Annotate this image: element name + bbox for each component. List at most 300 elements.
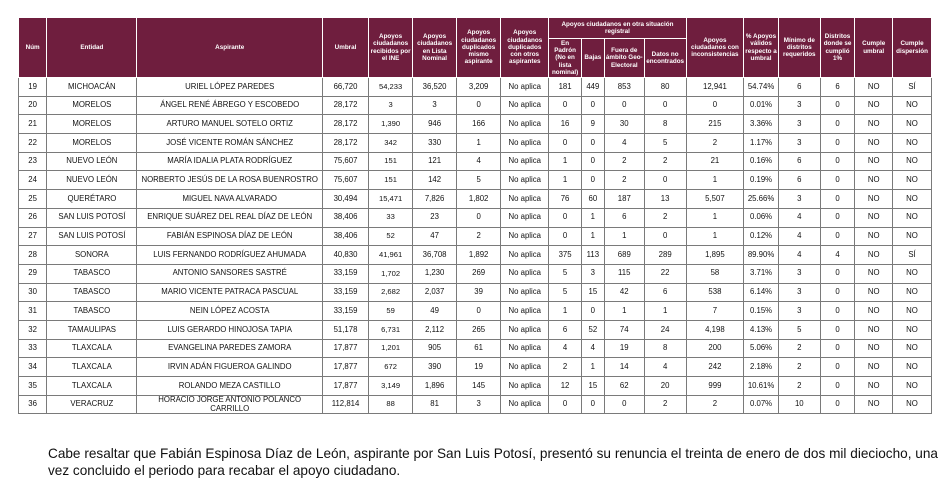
cell-datos-no-encontrados: 8	[644, 115, 686, 134]
cell-aspirante: ANTONIO SANSORES SASTRÉ	[137, 264, 323, 283]
cell-duplicados-mismo: 61	[457, 339, 501, 358]
cell-inconsistencias: 242	[686, 358, 744, 377]
cell-distritos-cumplio: 0	[820, 302, 855, 321]
cell-apoyos-lista-nominal: 7,826	[413, 190, 457, 209]
header-cumple-umbral: Cumple umbral	[855, 18, 893, 78]
header-inconsistencias: Apoyos ciudadanos con inconsistencias	[686, 18, 744, 78]
table-row	[19, 227, 932, 246]
cell-cumple-umbral: NO	[855, 302, 893, 321]
table-body	[19, 78, 932, 414]
table-row	[19, 208, 932, 227]
cell-umbral: 17,877	[322, 358, 368, 377]
cell-entidad: TABASCO	[47, 302, 137, 321]
cell-fuera-ambito: 1	[604, 302, 644, 321]
cell-bajas: 0	[581, 302, 604, 321]
cell-inconsistencias: 200	[686, 339, 744, 358]
cell-minimo-distritos: 4	[778, 246, 820, 265]
table-row	[19, 134, 932, 153]
cell-duplicados-mismo: 269	[457, 264, 501, 283]
cell-minimo-distritos: 3	[778, 190, 820, 209]
cell-umbral: 38,406	[322, 208, 368, 227]
cell-cumple-dispersion: NO	[893, 320, 932, 339]
cell-num: 22	[19, 134, 47, 153]
cell-apoyos-recibidos: 54,233	[369, 78, 413, 97]
cell-cumple-umbral: NO	[855, 115, 893, 134]
cell-bajas: 1	[581, 208, 604, 227]
cell-porcentaje-validos: 3.36%	[744, 115, 779, 134]
cell-umbral: 75,607	[322, 171, 368, 190]
cell-en-padron: 181	[549, 78, 581, 97]
cell-umbral: 51,178	[322, 320, 368, 339]
header-group-otra-situacion: Apoyos ciudadanos en otra situación registral	[549, 18, 686, 39]
cell-num: 31	[19, 302, 47, 321]
cell-cumple-dispersion: NO	[893, 96, 932, 115]
cell-en-padron: 1	[549, 302, 581, 321]
cell-aspirante: MARIO VICENTE PATRACA PASCUAL	[137, 283, 323, 302]
cell-inconsistencias: 12,941	[686, 78, 744, 97]
cell-apoyos-recibidos: 59	[369, 302, 413, 321]
cell-num: 24	[19, 171, 47, 190]
cell-cumple-umbral: NO	[855, 358, 893, 377]
cell-apoyos-recibidos: 1,201	[369, 339, 413, 358]
cell-datos-no-encontrados: 0	[644, 96, 686, 115]
cell-porcentaje-validos: 0.07%	[744, 395, 779, 414]
cell-num: 21	[19, 115, 47, 134]
cell-distritos-cumplio: 0	[820, 320, 855, 339]
cell-fuera-ambito: 6	[604, 208, 644, 227]
cell-aspirante: IRVIN ADÁN FIGUEROA GALINDO	[137, 358, 323, 377]
cell-entidad: SAN LUIS POTOSÍ	[47, 227, 137, 246]
cell-en-padron: 0	[549, 96, 581, 115]
cell-datos-no-encontrados: 22	[644, 264, 686, 283]
cell-cumple-dispersion: NO	[893, 134, 932, 153]
cell-apoyos-lista-nominal: 905	[413, 339, 457, 358]
cell-num: 23	[19, 152, 47, 171]
cell-entidad: TLAXCALA	[47, 377, 137, 396]
table-row	[19, 302, 932, 321]
cell-num: 19	[19, 78, 47, 97]
cell-datos-no-encontrados: 1	[644, 302, 686, 321]
cell-cumple-dispersion: NO	[893, 227, 932, 246]
cell-duplicados-mismo: 4	[457, 152, 501, 171]
cell-en-padron: 0	[549, 208, 581, 227]
cell-apoyos-lista-nominal: 1,230	[413, 264, 457, 283]
cell-cumple-dispersion: NO	[893, 208, 932, 227]
cell-duplicados-mismo: 1,802	[457, 190, 501, 209]
cell-umbral: 33,159	[322, 264, 368, 283]
cell-entidad: TAMAULIPAS	[47, 320, 137, 339]
cell-inconsistencias: 21	[686, 152, 744, 171]
cell-minimo-distritos: 5	[778, 320, 820, 339]
cell-datos-no-encontrados: 6	[644, 283, 686, 302]
cell-inconsistencias: 7	[686, 302, 744, 321]
cell-aspirante: FABIÁN ESPINOSA DÍAZ DE LEÓN	[137, 227, 323, 246]
cell-duplicados-mismo: 0	[457, 208, 501, 227]
cell-minimo-distritos: 6	[778, 78, 820, 97]
cell-minimo-distritos: 10	[778, 395, 820, 414]
cell-cumple-dispersion: NO	[893, 283, 932, 302]
cell-duplicados-mismo: 265	[457, 320, 501, 339]
cell-fuera-ambito: 14	[604, 358, 644, 377]
cell-minimo-distritos: 3	[778, 115, 820, 134]
cell-umbral: 75,607	[322, 152, 368, 171]
table-row	[19, 339, 932, 358]
cell-duplicados-mismo: 166	[457, 115, 501, 134]
cell-apoyos-lista-nominal: 3	[413, 96, 457, 115]
cell-duplicados-otros: No aplica	[501, 264, 549, 283]
cell-porcentaje-validos: 2.18%	[744, 358, 779, 377]
cell-en-padron: 1	[549, 152, 581, 171]
cell-bajas: 15	[581, 377, 604, 396]
table-row	[19, 246, 932, 265]
cell-en-padron: 0	[549, 395, 581, 414]
cell-en-padron: 12	[549, 377, 581, 396]
cell-apoyos-recibidos: 3,149	[369, 377, 413, 396]
cell-apoyos-recibidos: 33	[369, 208, 413, 227]
cell-datos-no-encontrados: 24	[644, 320, 686, 339]
cell-num: 34	[19, 358, 47, 377]
cell-duplicados-otros: No aplica	[501, 134, 549, 153]
cell-cumple-dispersion: NO	[893, 377, 932, 396]
cell-duplicados-mismo: 3,209	[457, 78, 501, 97]
cell-apoyos-recibidos: 1,390	[369, 115, 413, 134]
cell-duplicados-otros: No aplica	[501, 171, 549, 190]
cell-bajas: 0	[581, 134, 604, 153]
cell-datos-no-encontrados: 4	[644, 358, 686, 377]
cell-umbral: 17,877	[322, 377, 368, 396]
cell-umbral: 28,172	[322, 134, 368, 153]
cell-duplicados-mismo: 0	[457, 302, 501, 321]
cell-fuera-ambito: 62	[604, 377, 644, 396]
cell-cumple-dispersion: NO	[893, 395, 932, 414]
cell-duplicados-mismo: 19	[457, 358, 501, 377]
table-row	[19, 190, 932, 209]
cell-duplicados-otros: No aplica	[501, 246, 549, 265]
cell-porcentaje-validos: 0.06%	[744, 208, 779, 227]
cell-duplicados-otros: No aplica	[501, 339, 549, 358]
table-row	[19, 78, 932, 97]
cell-cumple-dispersion: NO	[893, 115, 932, 134]
cell-duplicados-mismo: 2	[457, 227, 501, 246]
header-apoyos-lista-nominal: Apoyos ciudadanos en Lista Nominal	[413, 18, 457, 78]
cell-bajas: 0	[581, 152, 604, 171]
cell-datos-no-encontrados: 8	[644, 339, 686, 358]
cell-distritos-cumplio: 0	[820, 96, 855, 115]
cell-datos-no-encontrados: 2	[644, 395, 686, 414]
cell-cumple-dispersion: NO	[893, 302, 932, 321]
cell-distritos-cumplio: 0	[820, 134, 855, 153]
cell-distritos-cumplio: 6	[820, 78, 855, 97]
cell-duplicados-otros: No aplica	[501, 377, 549, 396]
cell-apoyos-lista-nominal: 36,520	[413, 78, 457, 97]
footnote-paragraph: Cabe resaltar que Fabián Espinosa Díaz de León, aspirante por San Luis Potosí, presentó su renuncia el treinta de enero de dos mil dieciocho, una vez concluido el periodo para recabar el apoyo ciudadano.	[48, 446, 938, 478]
cell-entidad: SONORA	[47, 246, 137, 265]
cell-porcentaje-validos: 3.71%	[744, 264, 779, 283]
cell-porcentaje-validos: 10.61%	[744, 377, 779, 396]
cell-porcentaje-validos: 25.66%	[744, 190, 779, 209]
cell-fuera-ambito: 2	[604, 152, 644, 171]
cell-fuera-ambito: 74	[604, 320, 644, 339]
cell-apoyos-lista-nominal: 2,112	[413, 320, 457, 339]
cell-porcentaje-validos: 54.74%	[744, 78, 779, 97]
cell-distritos-cumplio: 0	[820, 339, 855, 358]
cell-bajas: 0	[581, 96, 604, 115]
cell-umbral: 66,720	[322, 78, 368, 97]
cell-inconsistencias: 999	[686, 377, 744, 396]
table-row	[19, 358, 932, 377]
table-row	[19, 264, 932, 283]
header-distritos-cumplio: Distritos donde se cumplió 1%	[820, 18, 855, 78]
cell-datos-no-encontrados: 80	[644, 78, 686, 97]
cell-distritos-cumplio: 0	[820, 171, 855, 190]
cell-fuera-ambito: 2	[604, 171, 644, 190]
cell-distritos-cumplio: 4	[820, 246, 855, 265]
cell-minimo-distritos: 2	[778, 377, 820, 396]
cell-apoyos-lista-nominal: 1,896	[413, 377, 457, 396]
cell-entidad: MORELOS	[47, 96, 137, 115]
header-num: Núm	[19, 18, 47, 78]
cell-apoyos-recibidos: 6,731	[369, 320, 413, 339]
cell-datos-no-encontrados: 0	[644, 171, 686, 190]
cell-cumple-dispersion: SÍ	[893, 78, 932, 97]
cell-aspirante: MIGUEL NAVA ALVARADO	[137, 190, 323, 209]
cell-entidad: NUEVO LEÓN	[47, 152, 137, 171]
header-duplicados-otros: Apoyos ciudadanos duplicados con otros aspirantes	[501, 18, 549, 78]
cell-num: 30	[19, 283, 47, 302]
cell-inconsistencias: 1	[686, 227, 744, 246]
header-apoyos-recibidos: Apoyos ciudadanos recibidos por el INE	[369, 18, 413, 78]
cell-apoyos-lista-nominal: 23	[413, 208, 457, 227]
cell-duplicados-otros: No aplica	[501, 358, 549, 377]
cell-duplicados-otros: No aplica	[501, 152, 549, 171]
cell-inconsistencias: 0	[686, 96, 744, 115]
cell-minimo-distritos: 4	[778, 208, 820, 227]
cell-umbral: 30,494	[322, 190, 368, 209]
cell-duplicados-otros: No aplica	[501, 227, 549, 246]
cell-duplicados-otros: No aplica	[501, 283, 549, 302]
cell-apoyos-lista-nominal: 2,037	[413, 283, 457, 302]
cell-minimo-distritos: 3	[778, 264, 820, 283]
cell-porcentaje-validos: 89.90%	[744, 246, 779, 265]
cell-cumple-umbral: NO	[855, 190, 893, 209]
cell-fuera-ambito: 1	[604, 227, 644, 246]
cell-duplicados-mismo: 5	[457, 171, 501, 190]
cell-num: 36	[19, 395, 47, 414]
cell-distritos-cumplio: 0	[820, 208, 855, 227]
cell-cumple-dispersion: NO	[893, 264, 932, 283]
cell-bajas: 3	[581, 264, 604, 283]
cell-distritos-cumplio: 0	[820, 395, 855, 414]
cell-entidad: TLAXCALA	[47, 358, 137, 377]
cell-inconsistencias: 1	[686, 171, 744, 190]
cell-distritos-cumplio: 0	[820, 115, 855, 134]
cell-apoyos-recibidos: 2,682	[369, 283, 413, 302]
cell-minimo-distritos: 6	[778, 152, 820, 171]
cell-datos-no-encontrados: 0	[644, 227, 686, 246]
cell-num: 32	[19, 320, 47, 339]
cell-entidad: TABASCO	[47, 264, 137, 283]
cell-distritos-cumplio: 0	[820, 264, 855, 283]
cell-num: 25	[19, 190, 47, 209]
header-aspirante: Aspirante	[137, 18, 323, 78]
cell-entidad: VERACRUZ	[47, 395, 137, 414]
cell-entidad: TLAXCALA	[47, 339, 137, 358]
cell-aspirante: NEIN LÓPEZ ACOSTA	[137, 302, 323, 321]
cell-apoyos-lista-nominal: 49	[413, 302, 457, 321]
cell-entidad: MORELOS	[47, 134, 137, 153]
cell-duplicados-otros: No aplica	[501, 302, 549, 321]
cell-cumple-dispersion: SÍ	[893, 246, 932, 265]
cell-aspirante: ÁNGEL RENÉ ÁBREGO Y ESCOBEDO	[137, 96, 323, 115]
cell-num: 20	[19, 96, 47, 115]
cell-cumple-umbral: NO	[855, 171, 893, 190]
cell-bajas: 449	[581, 78, 604, 97]
cell-en-padron: 1	[549, 171, 581, 190]
cell-en-padron: 6	[549, 320, 581, 339]
table-row	[19, 377, 932, 396]
cell-bajas: 1	[581, 358, 604, 377]
cell-datos-no-encontrados: 2	[644, 208, 686, 227]
cell-porcentaje-validos: 0.15%	[744, 302, 779, 321]
cell-porcentaje-validos: 0.01%	[744, 96, 779, 115]
cell-apoyos-recibidos: 41,961	[369, 246, 413, 265]
cell-apoyos-lista-nominal: 142	[413, 171, 457, 190]
cell-cumple-umbral: NO	[855, 246, 893, 265]
cell-apoyos-lista-nominal: 121	[413, 152, 457, 171]
cell-cumple-dispersion: NO	[893, 339, 932, 358]
header-en-padron: En Padrón (No en lista nominal)	[549, 39, 581, 78]
cell-minimo-distritos: 3	[778, 96, 820, 115]
cell-aspirante: URIEL LÓPEZ PAREDES	[137, 78, 323, 97]
cell-cumple-dispersion: NO	[893, 190, 932, 209]
cell-cumple-umbral: NO	[855, 208, 893, 227]
cell-num: 27	[19, 227, 47, 246]
cell-cumple-umbral: NO	[855, 377, 893, 396]
header-fuera-ambito: Fuera de ámbito Geo-Electoral	[604, 39, 644, 78]
cell-minimo-distritos: 6	[778, 171, 820, 190]
cell-distritos-cumplio: 0	[820, 377, 855, 396]
cell-datos-no-encontrados: 20	[644, 377, 686, 396]
cell-distritos-cumplio: 0	[820, 227, 855, 246]
cell-umbral: 28,172	[322, 115, 368, 134]
cell-apoyos-lista-nominal: 390	[413, 358, 457, 377]
cell-cumple-umbral: NO	[855, 152, 893, 171]
cell-aspirante: ENRIQUE SUÁREZ DEL REAL DÍAZ DE LEÓN	[137, 208, 323, 227]
header-umbral: Umbral	[322, 18, 368, 78]
cell-fuera-ambito: 853	[604, 78, 644, 97]
cell-datos-no-encontrados: 2	[644, 152, 686, 171]
cell-apoyos-recibidos: 3	[369, 96, 413, 115]
cell-datos-no-encontrados: 5	[644, 134, 686, 153]
cell-inconsistencias: 538	[686, 283, 744, 302]
cell-aspirante: ROLANDO MEZA CASTILLO	[137, 377, 323, 396]
header-bajas: Bajas	[581, 39, 604, 78]
cell-apoyos-recibidos: 151	[369, 152, 413, 171]
cell-bajas: 1	[581, 227, 604, 246]
cell-bajas: 0	[581, 395, 604, 414]
cell-minimo-distritos: 3	[778, 134, 820, 153]
cell-cumple-umbral: NO	[855, 395, 893, 414]
cell-duplicados-mismo: 1,892	[457, 246, 501, 265]
cell-duplicados-otros: No aplica	[501, 208, 549, 227]
cell-en-padron: 76	[549, 190, 581, 209]
cell-num: 35	[19, 377, 47, 396]
cell-minimo-distritos: 3	[778, 283, 820, 302]
cell-umbral: 38,406	[322, 227, 368, 246]
cell-cumple-dispersion: NO	[893, 152, 932, 171]
cell-cumple-umbral: NO	[855, 339, 893, 358]
header-datos-no-encontrados: Datos no encontrados	[644, 39, 686, 78]
cell-porcentaje-validos: 6.14%	[744, 283, 779, 302]
cell-aspirante: JOSÉ VICENTE ROMÁN SÁNCHEZ	[137, 134, 323, 153]
cell-apoyos-recibidos: 342	[369, 134, 413, 153]
cell-distritos-cumplio: 0	[820, 283, 855, 302]
cell-umbral: 33,159	[322, 302, 368, 321]
cell-apoyos-recibidos: 52	[369, 227, 413, 246]
cell-cumple-umbral: NO	[855, 134, 893, 153]
cell-duplicados-mismo: 3	[457, 395, 501, 414]
cell-duplicados-otros: No aplica	[501, 395, 549, 414]
header-porcentaje-validos: % Apoyos válidos respecto a umbral	[744, 18, 779, 78]
cell-duplicados-mismo: 1	[457, 134, 501, 153]
cell-num: 28	[19, 246, 47, 265]
cell-fuera-ambito: 115	[604, 264, 644, 283]
cell-fuera-ambito: 0	[604, 395, 644, 414]
cell-porcentaje-validos: 0.12%	[744, 227, 779, 246]
cell-aspirante: ARTURO MANUEL SOTELO ORTIZ	[137, 115, 323, 134]
cell-cumple-umbral: NO	[855, 78, 893, 97]
cell-apoyos-lista-nominal: 81	[413, 395, 457, 414]
cell-cumple-umbral: NO	[855, 320, 893, 339]
cell-inconsistencias: 4,198	[686, 320, 744, 339]
cell-en-padron: 4	[549, 339, 581, 358]
cell-duplicados-otros: No aplica	[501, 320, 549, 339]
cell-num: 29	[19, 264, 47, 283]
table-row	[19, 115, 932, 134]
cell-fuera-ambito: 187	[604, 190, 644, 209]
cell-apoyos-recibidos: 1,702	[369, 264, 413, 283]
cell-entidad: NUEVO LEÓN	[47, 171, 137, 190]
cell-en-padron: 5	[549, 264, 581, 283]
cell-porcentaje-validos: 4.13%	[744, 320, 779, 339]
cell-en-padron: 375	[549, 246, 581, 265]
cell-distritos-cumplio: 0	[820, 358, 855, 377]
cell-aspirante: MARÍA IDALIA PLATA RODRÍGUEZ	[137, 152, 323, 171]
cell-bajas: 0	[581, 171, 604, 190]
cell-aspirante: EVANGELINA PAREDES ZAMORA	[137, 339, 323, 358]
cell-cumple-dispersion: NO	[893, 358, 932, 377]
cell-duplicados-otros: No aplica	[501, 190, 549, 209]
cell-porcentaje-validos: 0.16%	[744, 152, 779, 171]
cell-datos-no-encontrados: 289	[644, 246, 686, 265]
table-row	[19, 171, 932, 190]
cell-umbral: 40,830	[322, 246, 368, 265]
header-entidad: Entidad	[47, 18, 137, 78]
cell-entidad: MICHOACÁN	[47, 78, 137, 97]
cell-umbral: 28,172	[322, 96, 368, 115]
cell-bajas: 4	[581, 339, 604, 358]
cell-umbral: 17,877	[322, 339, 368, 358]
cell-inconsistencias: 215	[686, 115, 744, 134]
cell-inconsistencias: 1,895	[686, 246, 744, 265]
cell-umbral: 33,159	[322, 283, 368, 302]
header-cumple-dispersion: Cumple dispersión	[893, 18, 932, 78]
cell-porcentaje-validos: 5.06%	[744, 339, 779, 358]
cell-entidad: QUERÉTARO	[47, 190, 137, 209]
cell-en-padron: 5	[549, 283, 581, 302]
cell-en-padron: 0	[549, 134, 581, 153]
cell-cumple-umbral: NO	[855, 264, 893, 283]
